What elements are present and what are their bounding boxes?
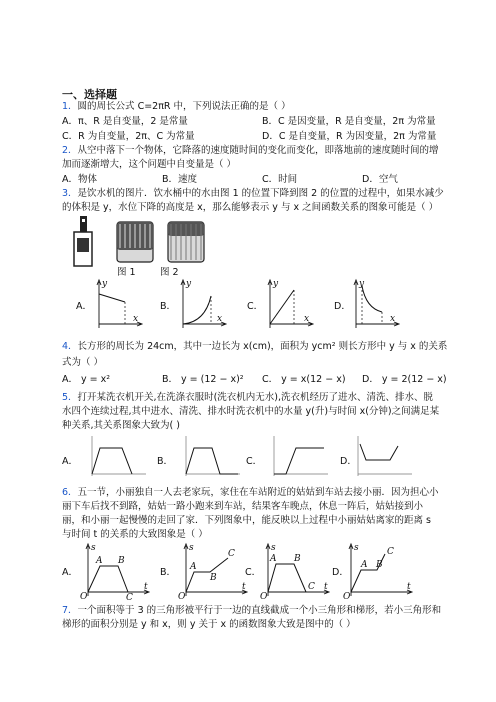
question-1 xyxy=(62,100,291,113)
question-stem-line-2: 加而逐渐增大，这个问题中自变量是（ ） xyxy=(62,159,237,170)
question-6 xyxy=(62,486,439,499)
option-d: D． xyxy=(332,567,349,578)
svg-text:s: s xyxy=(91,543,96,553)
section-title: 一、选择题 xyxy=(62,88,117,101)
question-stem-line-1: 五一节，小丽独自一人去老家玩，家住在车站附近的姑姑到车站去接小丽．因为担心小 xyxy=(77,487,439,498)
water-dispenser-figure xyxy=(70,216,220,272)
option-a: A．物体 xyxy=(62,174,97,185)
option-b: B．C 是因变量，R 是自变量，2π 为常量 xyxy=(262,116,436,127)
svg-text:y: y xyxy=(273,279,279,289)
question-number: 7． xyxy=(62,605,78,616)
option-a-graph xyxy=(86,434,148,478)
question-stem-line-4: 与时间 t 的关系的大致图象是（ ） xyxy=(62,529,208,540)
svg-text:t: t xyxy=(324,582,328,592)
question-stem-line-2: 水四个连续过程,其中进水、清洗、排水时洗衣机中的水量 y(升)与时间 x(分钟)之间满足某 xyxy=(62,406,440,417)
svg-text:A: A xyxy=(361,560,368,570)
question-number: 1． xyxy=(62,101,78,112)
question-number: 5． xyxy=(62,392,78,403)
question-number: 3． xyxy=(62,188,78,199)
option-b: B． xyxy=(160,567,177,578)
question-number: 4． xyxy=(62,341,78,352)
option-d-graph xyxy=(343,542,415,602)
option-d-graph xyxy=(350,278,400,330)
option-c-graph xyxy=(260,542,332,602)
svg-text:s: s xyxy=(271,543,276,553)
option-d: D． xyxy=(334,301,351,312)
option-b: B． xyxy=(160,301,177,312)
svg-text:s: s xyxy=(189,543,194,553)
option-b-graph xyxy=(178,542,250,602)
svg-text:B: B xyxy=(118,556,125,566)
question-stem-line-2: 梯形的面积分别是 y 和 x，则 y 关于 x 的函数图象大致是图中的（ ） xyxy=(62,619,356,630)
question-7 xyxy=(62,604,441,617)
svg-text:t: t xyxy=(407,582,411,592)
option-c: C．R 为自变量，2π、C 为常量 xyxy=(62,131,195,142)
svg-text:x: x xyxy=(390,314,396,324)
question-stem-line-1: 长方形的周长为 24cm，其中一边长为 x(cm)，面积为 ycm² 则长方形中 y 与 x 的关系 xyxy=(77,341,448,352)
question-stem-line-2: 的体积是 y，水位下降的高度是 x，那么能够表示 y 与 x 之间函数关系的图象可能是（ ） xyxy=(62,202,439,213)
option-d: D． xyxy=(340,456,357,467)
question-number: 2． xyxy=(62,145,78,156)
question-2 xyxy=(62,144,439,157)
svg-text:A: A xyxy=(96,556,103,566)
question-5 xyxy=(62,391,433,404)
svg-text:y: y xyxy=(186,279,192,289)
figure-2-caption: 图 2 xyxy=(160,267,179,278)
option-c: C． y = x(12 − x) xyxy=(262,374,346,385)
question-stem-line-1: 打开某洗衣机开关,在洗涤衣服时(洗衣机内无水),洗衣机经历了进水、清洗、排水、脱 xyxy=(77,392,434,403)
option-c: C．时间 xyxy=(262,174,298,185)
svg-text:x: x xyxy=(133,314,139,324)
question-stem: 圆的周长公式 C=2πR 中，下列说法正确的是（ ） xyxy=(77,101,291,112)
option-d-graph xyxy=(352,434,414,478)
svg-text:s: s xyxy=(354,543,359,553)
svg-text:C: C xyxy=(126,593,133,603)
question-stem-line-3: 种关系,其关系图象大致为( ) xyxy=(62,420,180,431)
figure-1-caption: 图 1 xyxy=(117,267,136,278)
svg-text:C: C xyxy=(387,547,394,557)
option-b-graph xyxy=(177,278,227,330)
option-c: C． xyxy=(247,301,264,312)
option-c-graph xyxy=(268,434,330,478)
question-3 xyxy=(62,187,444,200)
option-a-graph xyxy=(93,278,143,330)
svg-text:C: C xyxy=(308,582,315,592)
option-a: A． xyxy=(62,456,78,467)
option-c-graph xyxy=(264,278,314,330)
svg-text:B: B xyxy=(210,573,217,583)
svg-text:x: x xyxy=(304,314,310,324)
svg-text:A: A xyxy=(270,554,277,564)
svg-text:B: B xyxy=(294,554,301,564)
option-b: B．速度 xyxy=(162,174,198,185)
svg-text:O: O xyxy=(343,592,351,602)
svg-text:t: t xyxy=(144,582,148,592)
svg-text:t: t xyxy=(242,582,246,592)
question-stem-line-3: 丽，和小丽一起慢慢的走回了家．下列图象中，能反映以上过程中小丽姑姑离家的距离 s xyxy=(62,515,431,526)
svg-text:O: O xyxy=(80,592,88,602)
svg-text:y: y xyxy=(102,279,108,289)
question-stem-line-1: 是饮水机的图片．饮水桶中的水由图 1 的位置下降到图 2 的位置的过程中，如果水减少 xyxy=(77,188,444,199)
svg-text:O: O xyxy=(178,592,186,602)
option-b-graph xyxy=(180,434,242,478)
option-c: C． xyxy=(246,456,263,467)
option-c: C． xyxy=(245,567,262,578)
option-b: B． y = (12 − x)² xyxy=(162,374,244,385)
option-a: A． xyxy=(76,301,92,312)
option-d: D． y = 2(12 − x) xyxy=(362,374,447,385)
svg-text:C: C xyxy=(228,549,235,559)
svg-text:A: A xyxy=(190,562,197,572)
svg-text:O: O xyxy=(260,592,268,602)
question-number: 6． xyxy=(62,487,78,498)
question-stem-line-2: 式为（ ） xyxy=(62,357,104,368)
question-stem-line-1: 一个面积等于 3 的三角形被平行于一边的直线截成一个小三角形和梯形，若小三角形和 xyxy=(77,605,442,616)
question-stem-line-2: 丽下车后找不到路，姑姑一路小跑来到车站，结果客车晚点，休息一阵后，姑姑接到小 xyxy=(62,501,424,512)
option-a: A．π、R 是自变量，2 是常量 xyxy=(62,116,188,127)
option-b: B． xyxy=(157,456,174,467)
svg-text:y: y xyxy=(359,279,365,289)
option-a: A． xyxy=(62,567,78,578)
svg-text:x: x xyxy=(217,314,223,324)
option-a: A． y = x² xyxy=(62,374,111,385)
question-stem-line-1: 从空中落下一个物体，它降落的速度随时间的变化而变化，即落地前的速度随时间的增 xyxy=(77,145,439,156)
option-a-graph xyxy=(80,542,152,603)
option-d: D．C 是自变量，R 为因变量，2π 为常量 xyxy=(262,131,437,142)
svg-text:B: B xyxy=(376,560,383,570)
question-4 xyxy=(62,340,447,353)
option-d: D．空气 xyxy=(362,174,398,185)
